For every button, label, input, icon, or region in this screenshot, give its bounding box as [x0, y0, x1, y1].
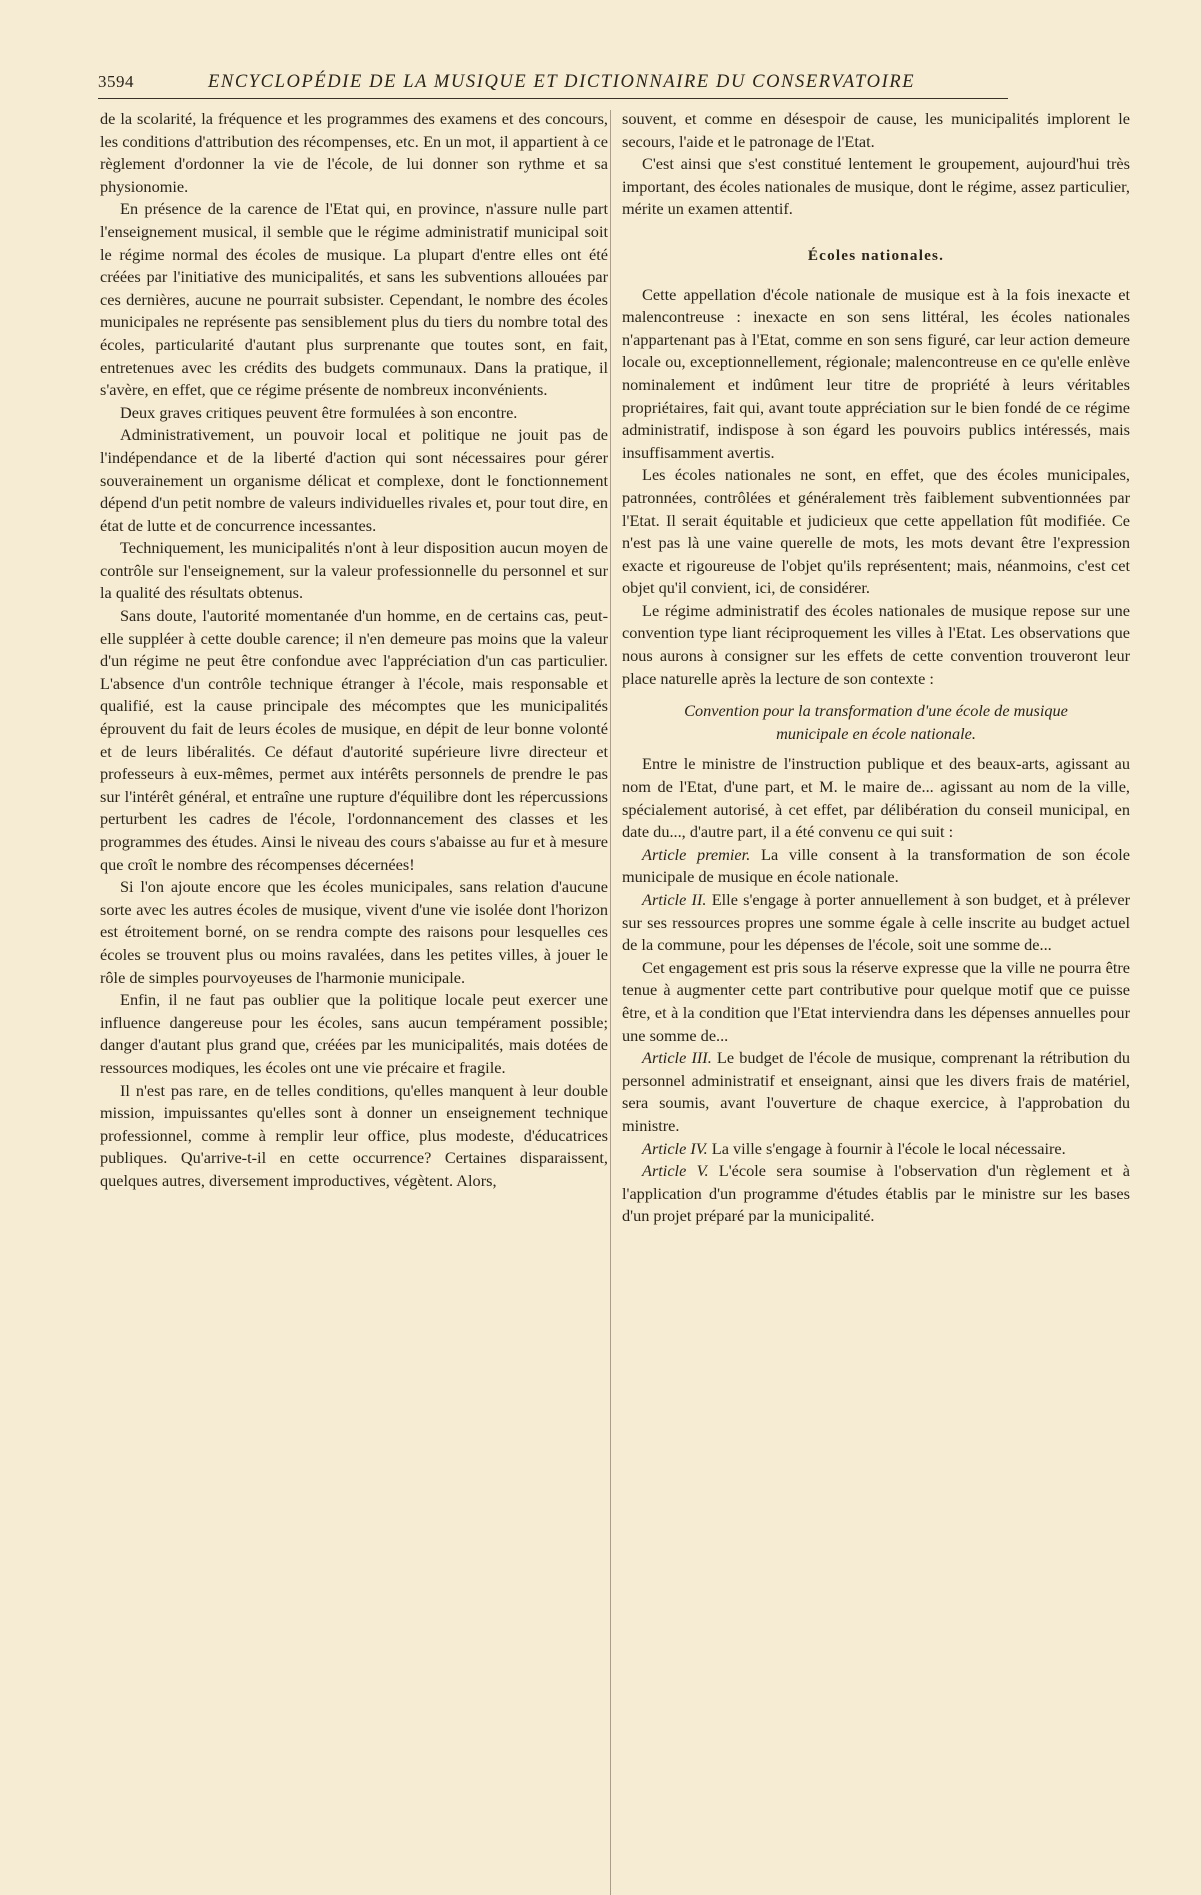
paragraph: En présence de la carence de l'Etat qui, en province, n'assure nulle part l'enseignement musical, il semble que le régime administratif municipal soit le régime normal des écoles de musique. La plupart d'entre elles ont été créées par l'initiative des municipalités, et sans les subventions allouées par ces dernières, aucune ne pourrait subsister. Cependant, le nombre des écoles municipales ne représente pas sensiblement plus du tiers du nombre total des écoles, particularité d'autant plus surprenante que toutes sont, en fait, entretenues avec les crédits des budgets communaux. Dans la pratique, il s'avère, en effet, que ce régime présente de nombreux inconvénients.: [100, 199, 608, 400]
page-number: 3594: [98, 72, 134, 91]
column-divider: [610, 110, 611, 1895]
article-text: Elle s'engage à porter annuellement à son budget, et à prélever sur ses ressources propres une somme égale à celle inscrite au budget actuel de la commune, pour les dépenses de l'école, soit une somme de...: [622, 890, 1130, 955]
paragraph: Entre le ministre de l'instruction publique et des beaux-arts, agissant au nom de l'Etat, d'une part, et M. le maire de... agissant au nom de la ville, spécialement autorisé, à cet effet, par délibération du conseil municipal, en date du..., d'autre part, il a été convenu ce qui suit :: [622, 754, 1130, 842]
convention-title: Convention pour la transformation d'une école de musique municipale en école nationale.: [684, 701, 1068, 743]
article-paragraph: [622, 889, 1130, 957]
paragraph: Sans doute, l'autorité momentanée d'un homme, en de certains cas, peut-elle suppléer à cette double carence; il n'en demeure pas moins que la valeur d'un régime ne peut être confondue avec l'appréciation d'un cas particulier. L'absence d'un contrôle technique étranger à l'école, mais responsable et qualifié, est la cause principale des mécomptes que les municipalités éprouvent du fait de leurs écoles de musique, en dépit de leur bonne volonté et de leurs libéralités. Ce défaut d'autorité supérieure livre directeur et professeurs à eux-mêmes, permet aux intérêts personnels de prendre le pas sur l'intérêt général, et entraîne une rupture d'équilibre dont les répercussions perturbent les cadres de l'école, l'ordonnancement des classes et les programmes des études. Ainsi le niveau des cours s'abaisse au fur et à mesure que croît le nombre des récompenses décernées!: [100, 606, 608, 874]
paragraph: Si l'on ajoute encore que les écoles municipales, sans relation d'aucune sorte avec les autres écoles de musique, vivent d'une vie isolée dont l'horizon est étroitement borné, on se rendra compte des raisons pour lesquelles ces écoles se trouvent plus ou moins ravalées, dans les petites villes, à jouer le rôle de simples pourvoyeuses de l'harmonie municipale.: [100, 877, 608, 987]
article-paragraph: [622, 1047, 1130, 1137]
article-paragraph: [622, 1160, 1130, 1228]
article-label: Article premier.: [642, 844, 751, 864]
article-text: L'école sera soumise à l'observation d'un règlement et à l'application d'un programme d'études établis par le ministre sur les bases d'un projet préparé par la municipalité.: [622, 1161, 1130, 1226]
right-column: [622, 108, 1130, 1228]
article-paragraph: [622, 1138, 1130, 1161]
paragraph: Enfin, il ne faut pas oublier que la politique locale peut exercer une influence dangereuse pour les écoles, sans aucun tempérament possible; danger d'autant plus grand que, créées par les municipalités, mais dotées de ressources modiques, les écoles ont une vie précaire et fragile.: [100, 990, 608, 1077]
article-label: Article II.: [642, 890, 707, 909]
article-label: Article V.: [642, 1161, 709, 1181]
running-title: ENCYCLOPÉDIE DE LA MUSIQUE ET DICTIONNAIRE DU CONSERVATOIRE: [208, 72, 916, 92]
article-text: La ville consent à la transformation de son école municipale de musique en école nationale.: [622, 844, 1130, 887]
page-header: [98, 72, 1008, 99]
paragraph: de la scolarité, la fréquence et les programmes des examens et des concours, les conditions d'attribution des récompenses, etc. En un mot, il appartient à ce règlement d'ordonner la vie de l'école, de lui donner son rythme et sa physionomie.: [100, 109, 608, 196]
paragraph: Administrativement, un pouvoir local et politique ne jouit pas de l'indépendance et de la liberté d'action qui sont nécessaires pour gérer souverainement un organisme délicat et complexe, dont le fonctionnement dépend d'un petit nombre de valeurs individuelles rivales et, pour tout dire, en état de lutte et de concurrence incessantes.: [100, 425, 608, 535]
paragraph: souvent, et comme en désespoir de cause, les municipalités implorent le secours, l'aide et le patronage de l'Etat.: [622, 109, 1130, 151]
section-heading: Écoles nationales.: [807, 246, 945, 264]
paragraph: Il n'est pas rare, en de telles conditions, qu'elles manquent à leur double mission, impuissantes qu'elles sont à donner un enseignement technique professionnel, comme à remplir leur office, plus modeste, d'éducatrices publiques. Qu'arrive-t-il en cette occurrence? Certaines disparaissent, quelques autres, diversement improductives, végètent. Alors,: [100, 1080, 608, 1190]
left-column: [100, 108, 608, 1193]
paragraph: Le régime administratif des écoles nationales de musique repose sur une convention type liant réciproquement les villes à l'Etat. Les observations que nous aurons à consigner sur les effets de cette convention trouveront leur place naturelle après la lecture de son contexte :: [622, 600, 1130, 688]
paragraph: Cet engagement est pris sous la réserve expresse que la ville ne pourra être tenue à augmenter cette part contributive pour quelque motif que ce puisse être, et à la condition que l'Etat interviendra dans les dépenses annuelles pour une somme de...: [622, 957, 1130, 1045]
article-label: Article III.: [642, 1048, 712, 1068]
article-text: La ville s'engage à fournir à l'école le local nécessaire.: [707, 1138, 1066, 1158]
paragraph: C'est ainsi que s'est constitué lentement le groupement, aujourd'hui très important, des écoles nationales de musique, dont le régime, assez particulier, mérite un examen attentif.: [622, 154, 1130, 219]
article-label: Article IV.: [642, 1138, 708, 1158]
paragraph: Les écoles nationales ne sont, en effet, que des écoles municipales, patronnées, contrôlées et généralement très faiblement subventionnées par l'Etat. Il serait équitable et judicieux que cette appellation fût modifiée. Ce n'est pas là une vaine querelle de mots, les mots devant être l'expression exacte et rigoureuse de l'objet qu'ils représentent; mais, néanmoins, c'est cet objet qu'il convient, ici, de considérer.: [622, 465, 1130, 598]
paragraph: Deux graves critiques peuvent être formulées à son encontre.: [120, 402, 518, 422]
article-paragraph: [622, 844, 1130, 889]
paragraph: Techniquement, les municipalités n'ont à leur disposition aucun moyen de contrôle sur l'enseignement, sur la valeur professionnelle du personnel et sur la qualité des résultats obtenus.: [100, 538, 608, 603]
article-text: Le budget de l'école de musique, comprenant la rétribution du personnel administratif et enseignant, ainsi que les divers frais de matériel, sera soumis, avant l'ouverture de chaque exercice, à l'approbation du ministre.: [622, 1048, 1130, 1135]
paragraph: Cette appellation d'école nationale de musique est à la fois inexacte et malencontreuse : inexacte en son sens littéral, les écoles nationales n'appartenant pas à l'Etat, comme en son sens figuré, car leur action demeure locale ou, exceptionnellement, régionale; malencontreuse en ce qu'elle enlève nominalement et indûment leur titre de propriété à leurs véritables propriétaires, fait qui, avant toute appréciation sur le bien fondé de ce régime administratif, indispose à son égard les pouvoirs publics intéressés, mais insuffisamment avertis.: [622, 284, 1130, 462]
